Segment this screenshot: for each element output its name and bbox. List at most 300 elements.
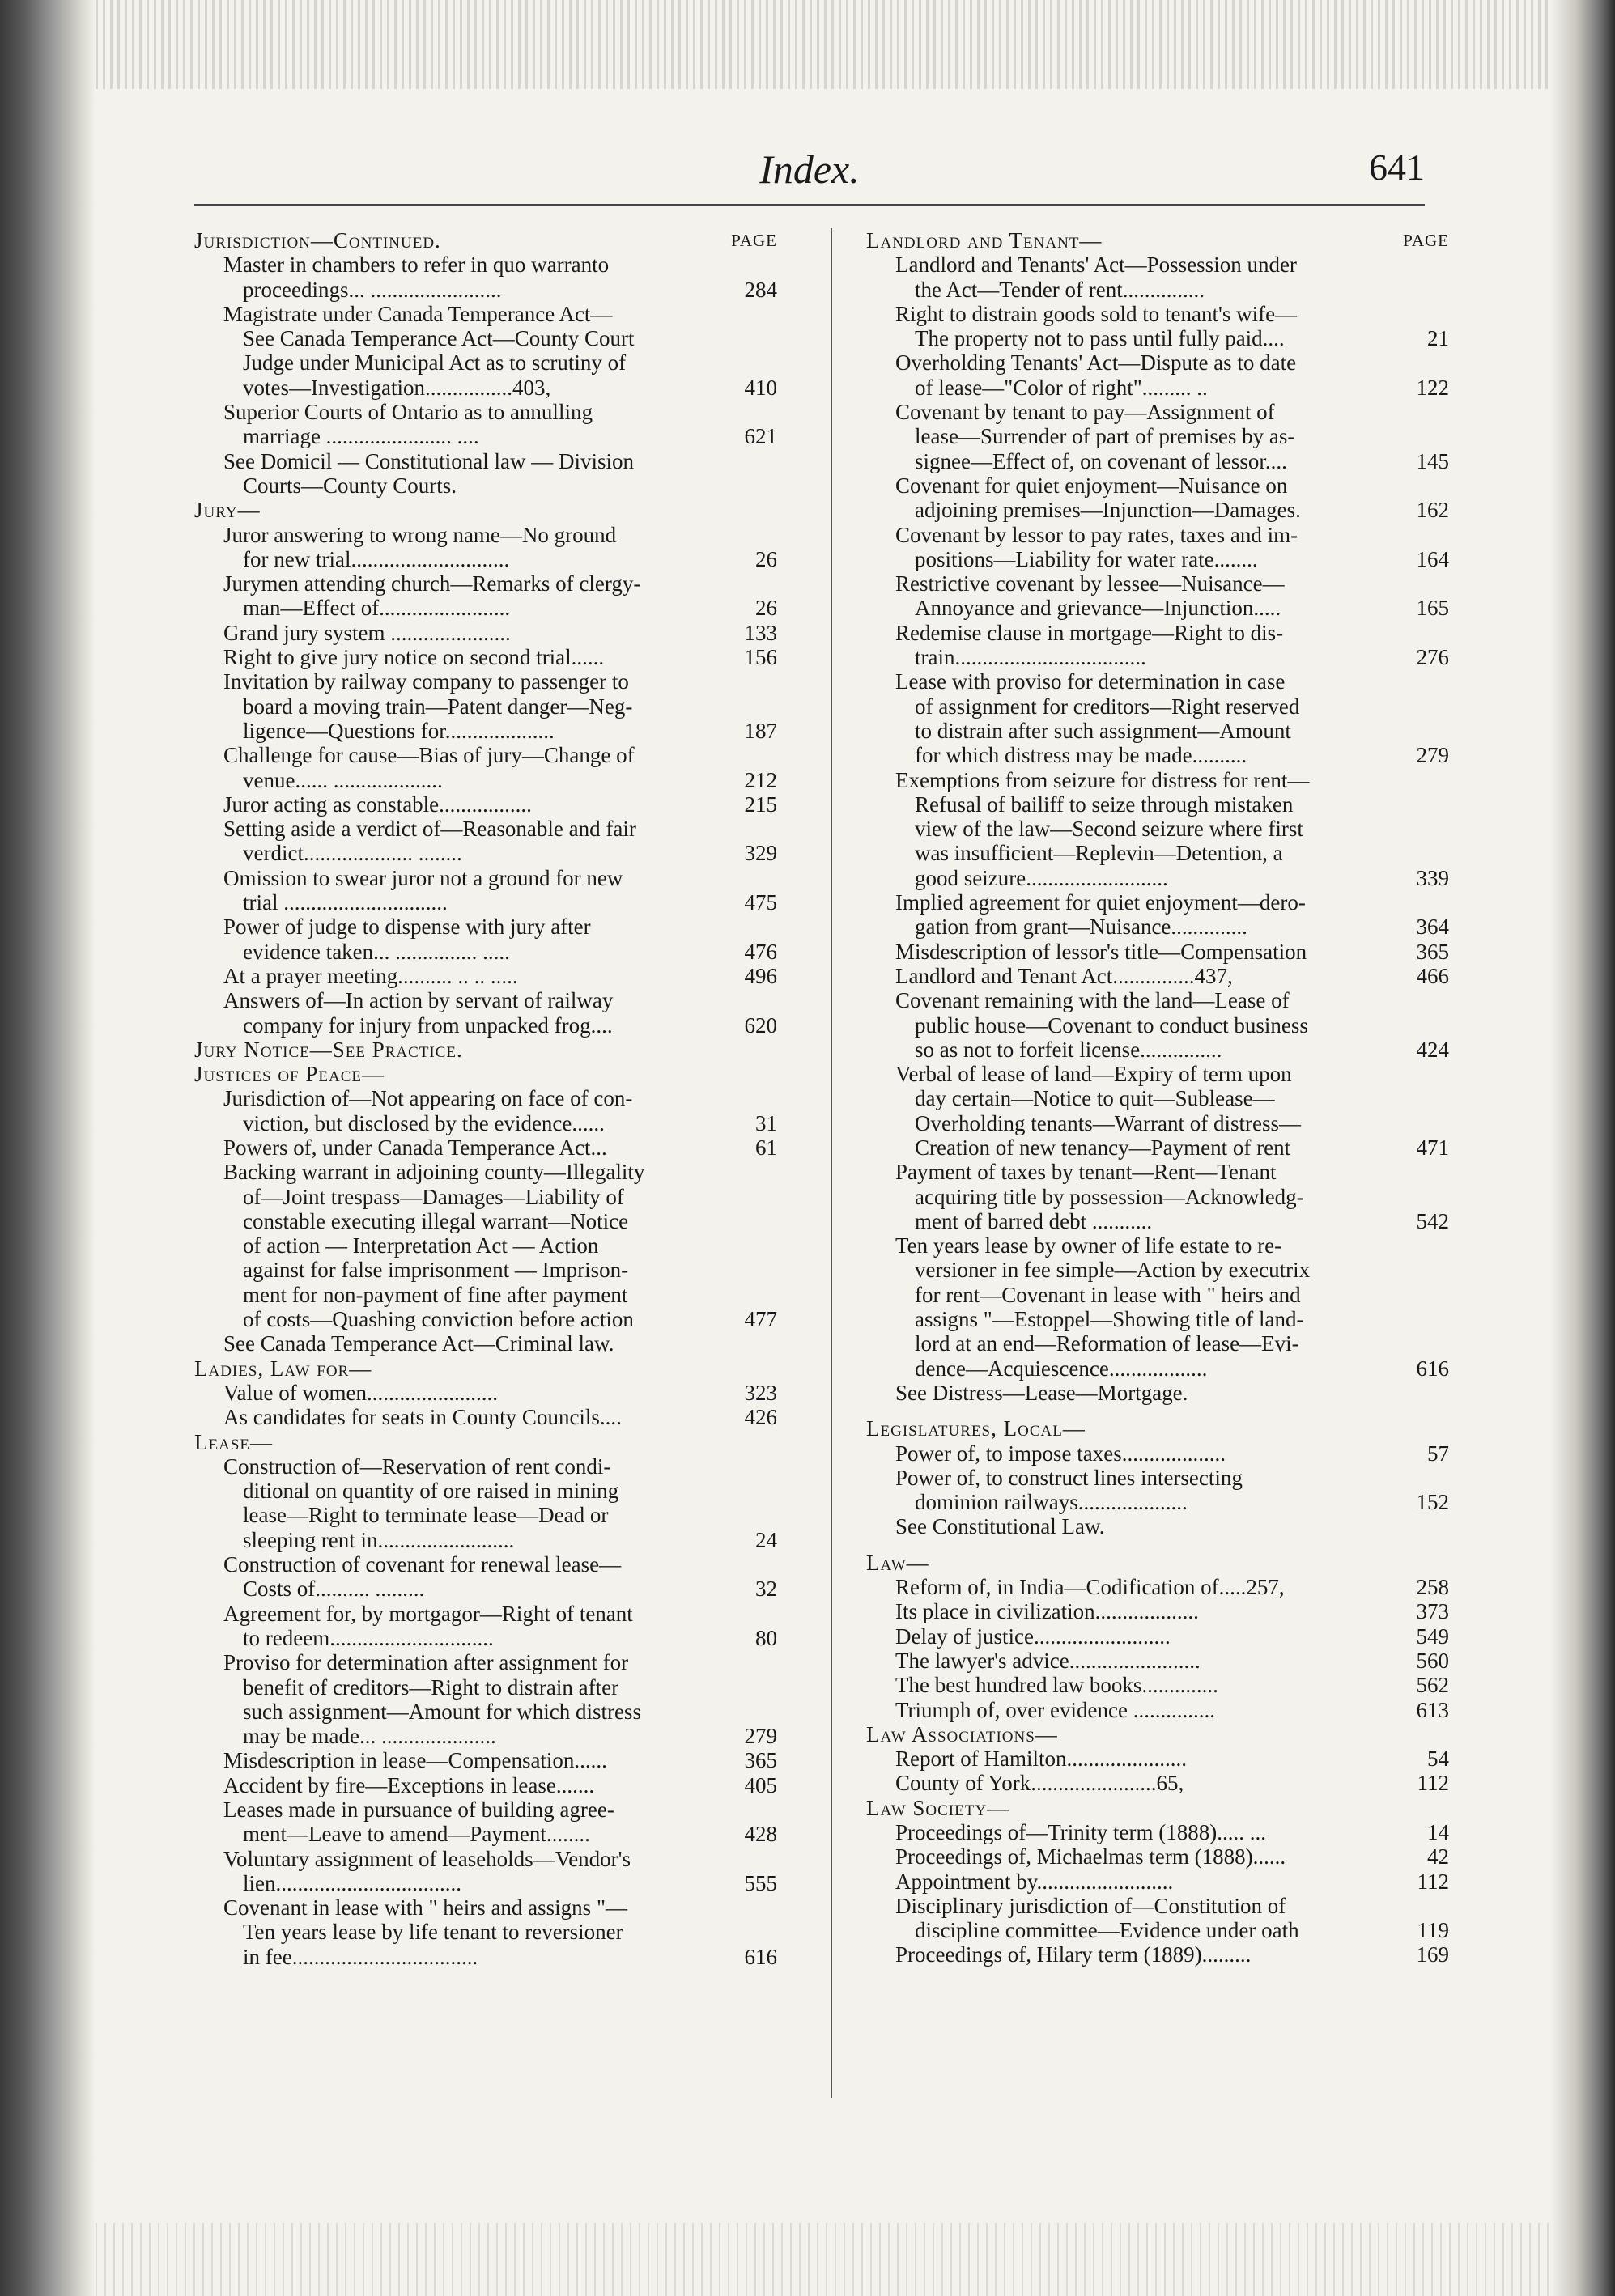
- index-entry-line: [866, 1209, 1449, 1233]
- entry-text: such assignment—Amount for which distress: [243, 1699, 641, 1724]
- index-entry-line: [194, 1920, 777, 1944]
- entry-text: Jurisdiction of—Not appearing on face of con-: [223, 1086, 633, 1111]
- entry-page-number: 373: [1410, 1599, 1450, 1623]
- entry-text: Proceedings of, Hilary term (1889).........: [895, 1942, 1252, 1967]
- entry-page-number: 620: [738, 1013, 778, 1038]
- index-entry-line: [866, 1062, 1449, 1086]
- index-entry-line: [194, 523, 777, 547]
- entry-page-number: 54: [1421, 1746, 1449, 1771]
- entry-page-number: 476: [738, 940, 778, 964]
- index-entry-line: [194, 743, 777, 767]
- entry-page-number: 405: [738, 1773, 778, 1797]
- entry-page-number: 549: [1410, 1624, 1450, 1649]
- entry-text: Ladies, Law for—: [194, 1356, 372, 1381]
- index-entry-line: [194, 326, 777, 350]
- entry-text: At a prayer meeting.......... .. .. .....: [223, 963, 518, 988]
- entry-text: venue...... ....................: [243, 767, 443, 792]
- entry-page-number: 112: [1411, 1869, 1450, 1894]
- entry-page-number: 276: [1410, 645, 1450, 669]
- entry-text: Landlord and Tenant Act...............437,: [895, 963, 1233, 988]
- entry-text: may be made... .....................: [243, 1724, 496, 1749]
- left-column: [194, 228, 777, 1969]
- index-entry-line: [194, 915, 777, 939]
- entry-text: Its place in civilization...................: [895, 1599, 1199, 1624]
- index-entry-line: [866, 817, 1449, 841]
- entry-text: Reform of, in India—Codification of.....257,: [895, 1575, 1285, 1600]
- index-entry-line: [866, 1942, 1449, 1967]
- entry-text: Invitation by railway company to passenger to: [223, 669, 629, 694]
- index-entry-line: [866, 694, 1449, 719]
- index-entry-line: [194, 940, 777, 964]
- index-entry-line: [194, 473, 777, 498]
- index-entry-line: [194, 645, 777, 669]
- entry-text: in fee..................................: [243, 1944, 478, 1969]
- index-entry-line: [866, 792, 1449, 817]
- entry-text: See Canada Temperance Act—Criminal law.: [223, 1331, 614, 1356]
- index-entry-line: [194, 1552, 777, 1577]
- entry-text: See Domicil — Constitutional law — Division: [223, 448, 634, 473]
- index-entry-line: [866, 449, 1449, 473]
- index-entry-line: [866, 890, 1449, 915]
- entry-text: gation from grant—Nuisance..............: [915, 915, 1247, 940]
- index-entry-line: [866, 1624, 1449, 1649]
- index-entry-line: [866, 645, 1449, 669]
- entry-page-number: 145: [1410, 449, 1450, 473]
- index-entry-line: [866, 719, 1449, 743]
- index-entry-line: [866, 669, 1449, 694]
- entry-text: Payment of taxes by tenant—Rent—Tenant: [895, 1160, 1277, 1185]
- entry-text: See Constitutional Law.: [895, 1514, 1105, 1539]
- index-entry-line: [194, 694, 777, 719]
- index-entry-line: [866, 302, 1449, 326]
- index-entry-line: [866, 940, 1449, 964]
- page-header: [194, 146, 1425, 202]
- entry-page-number: 279: [1410, 743, 1450, 767]
- index-entry-line: [866, 988, 1449, 1012]
- index-entry-line: [866, 424, 1449, 448]
- index-entry-line: [194, 1748, 777, 1772]
- index-entry-line: [866, 1135, 1449, 1160]
- entry-text: versioner in fee simple—Action by executrix: [915, 1258, 1311, 1283]
- entry-text: Covenant by lessor to pay rates, taxes and im-: [895, 522, 1298, 547]
- entry-text: ment for non-payment of fine after payment: [243, 1282, 628, 1307]
- index-entry-line: [194, 1945, 777, 1969]
- entry-text: The lawyer's advice........................: [895, 1648, 1201, 1673]
- entry-text: Ten years lease by owner of life estate to re-: [895, 1233, 1282, 1258]
- entry-text: Jurymen attending church—Remarks of clergy-: [223, 571, 641, 596]
- entry-text: Lease with proviso for determination in case: [895, 669, 1286, 694]
- entry-text: train...................................: [915, 645, 1146, 670]
- entry-text: Lease—: [194, 1429, 273, 1454]
- index-entry-line: [866, 1649, 1449, 1673]
- entry-text: Proceedings of—Trinity term (1888)..... ...: [895, 1820, 1266, 1844]
- index-entry-line: [194, 817, 777, 841]
- entry-page-number: 323: [738, 1381, 778, 1405]
- page-label: PAGE: [1403, 231, 1449, 250]
- entry-text: Challenge for cause—Bias of jury—Change of: [223, 743, 635, 768]
- entry-text: for rent—Covenant in lease with " heirs and: [915, 1282, 1301, 1307]
- index-entry-line: [866, 1514, 1449, 1538]
- entry-page-number: 80: [749, 1626, 777, 1650]
- entry-page-number: 122: [1410, 376, 1450, 400]
- index-heading: [866, 1722, 1449, 1746]
- index-entry-line: [194, 1626, 777, 1650]
- index-entry-line: [194, 547, 777, 571]
- entry-page-number: 152: [1410, 1490, 1450, 1514]
- entry-text: Misdescription of lessor's title—Compensation: [895, 939, 1307, 964]
- index-entry-line: [866, 326, 1449, 350]
- entry-page-number: 466: [1410, 964, 1450, 988]
- entry-text: adjoining premises—Injunction—Damages.: [915, 498, 1301, 523]
- entry-page-number: 621: [738, 424, 778, 448]
- entry-text: Overholding Tenants' Act—Dispute as to date: [895, 350, 1297, 376]
- entry-text: Law Society—: [866, 1795, 1010, 1820]
- index-entry-line: [194, 1331, 777, 1356]
- entry-text: Proceedings of, Michaelmas term (1888)......: [895, 1844, 1286, 1869]
- right-column: [866, 228, 1449, 1967]
- entry-text: Construction of—Reservation of rent condi-: [223, 1454, 611, 1479]
- entry-page-number: 119: [1411, 1918, 1450, 1942]
- column-head: [194, 228, 777, 253]
- entry-text: Covenant in lease with " heirs and assigns "—: [223, 1895, 627, 1920]
- entry-text: Omission to swear juror not a ground for new: [223, 865, 623, 890]
- index-entry-line: [194, 302, 777, 326]
- entry-text: marriage ....................... ....: [243, 424, 479, 449]
- index-entry-line: [194, 1528, 777, 1552]
- entry-text: lord at an end—Reformation of lease—Evi-: [915, 1331, 1299, 1356]
- entry-page-number: 61: [749, 1135, 777, 1160]
- entry-text: Landlord and Tenants' Act—Possession under: [895, 253, 1297, 278]
- index-entry-line: [194, 571, 777, 596]
- index-entry-line: [866, 1771, 1449, 1795]
- index-heading: [194, 498, 777, 522]
- entry-text: view of the law—Second seizure where first: [915, 817, 1303, 842]
- index-entry-line: [194, 719, 777, 743]
- index-entry-line: [194, 1773, 777, 1797]
- entry-text: The best hundred law books..............: [895, 1673, 1218, 1698]
- entry-text: of costs—Quashing conviction before action: [243, 1307, 634, 1332]
- entry-page-number: 555: [738, 1871, 778, 1895]
- index-entry-line: [866, 400, 1449, 424]
- book-binding-shadow: [0, 0, 96, 2296]
- entry-text: Accident by fire—Exceptions in lease.......: [223, 1772, 595, 1797]
- index-entry-line: [866, 473, 1449, 498]
- entry-page-number: 477: [738, 1307, 778, 1331]
- entry-page-number: 212: [738, 768, 778, 792]
- page-label: PAGE: [731, 231, 777, 250]
- entry-text: assigns "—Estoppel—Showing title of land-: [915, 1307, 1304, 1332]
- entry-text: Verbal of lease of land—Expiry of term upon: [895, 1062, 1292, 1087]
- entry-text: to redeem..............................: [243, 1625, 494, 1650]
- entry-text: Construction of covenant for renewal lease—: [223, 1552, 622, 1577]
- entry-page-number: 112: [1411, 1771, 1450, 1795]
- index-entry-line: [194, 1822, 777, 1846]
- index-entry-line: [194, 253, 777, 277]
- entry-text: Overholding tenants—Warrant of distress—: [915, 1110, 1301, 1135]
- entry-text: Covenant by tenant to pay—Assignment of: [895, 400, 1275, 425]
- entry-text: public house—Covenant to conduct business: [915, 1012, 1308, 1038]
- index-heading: [866, 1551, 1449, 1575]
- index-entries: [194, 253, 777, 1969]
- entry-text: acquiring title by possession—Acknowledg-: [915, 1184, 1304, 1209]
- entry-text: Covenant remaining with the land—Lease of: [895, 988, 1290, 1013]
- entry-text: against for false imprisonment — Imprison-: [243, 1258, 629, 1283]
- entry-text: Law Associations—: [866, 1721, 1058, 1746]
- entry-text: discipline committee—Evidence under oath: [915, 1918, 1299, 1943]
- index-entry-line: [194, 278, 777, 302]
- index-entry-line: [194, 1454, 777, 1479]
- index-entry-line: [866, 253, 1449, 277]
- index-entry-line: [194, 1503, 777, 1527]
- entry-page-number: 365: [738, 1748, 778, 1772]
- index-entry-line: [194, 350, 777, 375]
- entry-page-number: 471: [1410, 1135, 1450, 1160]
- index-entry-line: [194, 1797, 777, 1822]
- entry-text: Grand jury system ......................: [223, 620, 511, 645]
- entry-page-number: 410: [738, 376, 778, 400]
- entry-text: ment—Leave to amend—Payment........: [243, 1822, 590, 1847]
- entry-page-number: 169: [1410, 1942, 1450, 1967]
- entry-page-number: 42: [1421, 1844, 1449, 1869]
- index-entry-line: [866, 1381, 1449, 1405]
- entry-text: board a moving train—Patent danger—Neg-: [243, 694, 633, 719]
- index-heading: [194, 1430, 777, 1454]
- entry-text: man—Effect of........................: [243, 596, 511, 621]
- index-entry-line: [866, 743, 1449, 767]
- entry-text: Courts—County Courts.: [243, 473, 457, 498]
- index-entry-line: [866, 866, 1449, 890]
- entry-text: Triumph of, over evidence ...............: [895, 1697, 1215, 1722]
- index-entry-line: [866, 1599, 1449, 1623]
- index-entry-line: [866, 1013, 1449, 1038]
- entry-text: Juror acting as constable.................: [223, 792, 532, 817]
- entry-text: of action — Interpretation Act — Action: [243, 1233, 599, 1258]
- entry-text: Creation of new tenancy—Payment of rent: [915, 1135, 1291, 1160]
- index-entry-line: [194, 1111, 777, 1135]
- index-entry-line: [866, 1258, 1449, 1282]
- entry-text: Costs of.......... .........: [243, 1577, 425, 1602]
- entry-text: Law—: [866, 1550, 929, 1575]
- entry-text: day certain—Notice to quit—Sublease—: [915, 1086, 1275, 1111]
- index-entry-line: [194, 1135, 777, 1160]
- entry-page-number: 364: [1410, 915, 1450, 939]
- entry-text: Right to distrain goods sold to tenant's wife—: [895, 301, 1298, 326]
- index-entry-line: [194, 400, 777, 424]
- entry-text: Annoyance and grievance—Injunction.....: [915, 596, 1281, 621]
- entry-text: was insufficient—Replevin—Detention, a: [915, 841, 1283, 866]
- entry-text: so as not to forfeit license...............: [915, 1037, 1222, 1062]
- entry-text: Appointment by.........................: [895, 1869, 1174, 1894]
- index-entry-line: [866, 547, 1449, 571]
- entry-page-number: 339: [1410, 866, 1450, 890]
- entry-text: trial ..............................: [243, 890, 448, 915]
- entry-text: company for injury from unpacked frog....: [243, 1012, 613, 1038]
- index-entry-line: [866, 1844, 1449, 1869]
- entry-page-number: 562: [1410, 1673, 1450, 1697]
- index-entry-line: [866, 1441, 1449, 1466]
- index-entry-line: [866, 1575, 1449, 1599]
- index-entry-line: [866, 1466, 1449, 1490]
- index-entry-line: [866, 1894, 1449, 1918]
- entry-page-number: 26: [749, 596, 777, 620]
- index-entry-line: [194, 1700, 777, 1724]
- entry-page-number: 164: [1410, 547, 1450, 571]
- entry-page-number: 279: [738, 1724, 778, 1748]
- index-entry-line: [194, 890, 777, 915]
- index-entry-line: [194, 376, 777, 400]
- entry-page-number: 613: [1410, 1698, 1450, 1722]
- index-entry-line: [866, 1283, 1449, 1307]
- entry-text: dominion railways....................: [915, 1490, 1188, 1515]
- entry-text: Restrictive covenant by lessee—Nuisance—: [895, 571, 1285, 596]
- entry-text: ment of barred debt ...........: [915, 1208, 1153, 1233]
- index-entry-line: [194, 1258, 777, 1282]
- index-entry-line: [866, 1356, 1449, 1381]
- index-entry-line: [866, 571, 1449, 596]
- index-entry-line: [194, 1847, 777, 1871]
- entry-text: constable executing illegal warrant—Notice: [243, 1208, 629, 1233]
- index-entry-line: [866, 841, 1449, 865]
- index-entry-line: [194, 1283, 777, 1307]
- index-entry-line: [194, 1577, 777, 1601]
- entry-page-number: 616: [1410, 1356, 1450, 1381]
- entry-page-number: 24: [749, 1528, 777, 1552]
- entry-text: lease—Surrender of part of premises by as-: [915, 424, 1295, 449]
- index-entry-line: [194, 1013, 777, 1038]
- index-entry-line: [194, 1185, 777, 1209]
- entry-page-number: 14: [1421, 1820, 1449, 1844]
- entry-page-number: 542: [1410, 1209, 1450, 1233]
- index-entry-line: [866, 278, 1449, 302]
- index-entry-line: [194, 1307, 777, 1331]
- page-edge-shadow: [1550, 0, 1615, 2296]
- entry-text: proceedings... ........................: [243, 277, 502, 302]
- entry-text: for new trial.............................: [243, 546, 510, 571]
- column-head: [866, 228, 1449, 253]
- index-entry-line: [194, 1381, 777, 1405]
- entry-text: Juror answering to wrong name—No ground: [223, 522, 617, 547]
- entry-page-number: 162: [1410, 498, 1450, 522]
- entry-text: Report of Hamilton......................: [895, 1746, 1187, 1772]
- entry-page-number: 428: [738, 1822, 778, 1846]
- entry-text: Redemise clause in mortgage—Right to dis-: [895, 620, 1284, 645]
- index-entry-line: [866, 1038, 1449, 1062]
- index-entry-line: [194, 768, 777, 792]
- entry-page-number: 32: [749, 1577, 777, 1601]
- entry-page-number: 57: [1421, 1441, 1449, 1466]
- index-entry-line: [866, 1331, 1449, 1356]
- index-entry-line: [194, 1233, 777, 1258]
- entry-text: Refusal of bailiff to seize through mistaken: [915, 792, 1294, 817]
- index-entry-line: [194, 1086, 777, 1110]
- index-entry-line: [194, 596, 777, 620]
- entry-text: Implied agreement for quiet enjoyment—dero-: [895, 890, 1306, 915]
- index-entry-line: [866, 1307, 1449, 1331]
- entry-text: votes—Investigation................403,: [243, 375, 551, 400]
- entry-text: Proviso for determination after assignment for: [223, 1650, 629, 1675]
- entry-text: ligence—Questions for....................: [243, 718, 555, 743]
- entry-text: Legislatures, Local—: [866, 1416, 1086, 1441]
- entry-text: As candidates for seats in County Councils....: [223, 1405, 622, 1430]
- index-entry-line: [866, 1086, 1449, 1110]
- entry-text: of assignment for creditors—Right reserved: [915, 694, 1300, 719]
- index-entry-line: [866, 621, 1449, 645]
- column-divider: [831, 228, 832, 2098]
- index-entry-line: [866, 1918, 1449, 1942]
- index-heading: [194, 1038, 777, 1062]
- index-entry-line: [866, 1698, 1449, 1722]
- index-entry-line: [194, 964, 777, 988]
- index-entry-line: [194, 1895, 777, 1920]
- entry-text: See Distress—Lease—Mortgage.: [895, 1380, 1188, 1405]
- entry-text: lien..................................: [243, 1870, 461, 1895]
- entry-text: for which distress may be made..........: [915, 743, 1247, 768]
- entry-text: to distrain after such assignment—Amount: [915, 718, 1291, 743]
- entry-text: Judge under Municipal Act as to scrutiny of: [243, 350, 627, 376]
- entry-text: of lease—"Color of right"......... ..: [915, 375, 1208, 400]
- index-entry-line: [194, 621, 777, 645]
- entry-page-number: 258: [1410, 1575, 1450, 1599]
- entry-text: Justices of Peace—: [194, 1062, 385, 1087]
- index-entry-line: [866, 1111, 1449, 1135]
- entry-text: Voluntary assignment of leaseholds—Vendor's: [223, 1846, 631, 1871]
- entry-text: Delay of justice.........................: [895, 1623, 1171, 1649]
- entry-page-number: 475: [738, 890, 778, 915]
- entry-text: the Act—Tender of rent...............: [915, 277, 1205, 302]
- entry-text: viction, but disclosed by the evidence......: [243, 1110, 605, 1135]
- index-heading: [194, 1062, 777, 1086]
- index-entry-line: [866, 1185, 1449, 1209]
- entry-text: The property not to pass until fully paid....: [915, 326, 1285, 351]
- entry-text: Covenant for quiet enjoyment—Nuisance on: [895, 473, 1288, 498]
- entry-text: Powers of, under Canada Temperance Act...: [223, 1135, 607, 1160]
- entry-text: Magistrate under Canada Temperance Act—: [223, 301, 613, 326]
- running-title: Index.: [759, 146, 860, 192]
- column-heading: Jurisdiction—Continued.: [194, 228, 441, 253]
- entry-page-number: 560: [1410, 1649, 1450, 1673]
- index-entry-line: [194, 1405, 777, 1429]
- entry-page-number: 365: [1410, 940, 1450, 964]
- index-entry-line: [194, 1160, 777, 1184]
- entry-page-number: 26: [749, 547, 777, 571]
- index-entry-line: [194, 1650, 777, 1674]
- entry-text: Disciplinary jurisdiction of—Constitution of: [895, 1893, 1286, 1918]
- entry-text: lease—Right to terminate lease—Dead or: [243, 1503, 609, 1528]
- entry-text: Jury Notice—See Practice.: [194, 1037, 463, 1062]
- index-entry-line: [194, 1675, 777, 1700]
- entry-text: Leases made in pursuance of building agree-: [223, 1797, 614, 1822]
- entry-page-number: 156: [738, 645, 778, 669]
- scan-noise-bottom: [96, 2223, 1550, 2296]
- entry-text: evidence taken... ............... .....: [243, 939, 510, 964]
- index-entry-line: [866, 1490, 1449, 1514]
- entry-text: Power of, to construct lines intersecting: [895, 1465, 1243, 1490]
- index-entries: [866, 253, 1449, 1967]
- index-entry-line: [194, 669, 777, 694]
- entry-page-number: 21: [1421, 326, 1449, 350]
- index-heading: [866, 1796, 1449, 1820]
- index-entry-line: [866, 964, 1449, 988]
- index-entry-line: [866, 523, 1449, 547]
- index-entry-line: [194, 1209, 777, 1233]
- entry-text: Agreement for, by mortgagor—Right of tenant: [223, 1601, 633, 1626]
- entry-page-number: 165: [1410, 596, 1450, 620]
- index-entry-line: [866, 1820, 1449, 1844]
- index-entry-line: [866, 498, 1449, 522]
- index-entry-line: [194, 841, 777, 865]
- entry-page-number: 215: [738, 792, 778, 817]
- entry-text: Setting aside a verdict of—Reasonable and fair: [223, 817, 636, 842]
